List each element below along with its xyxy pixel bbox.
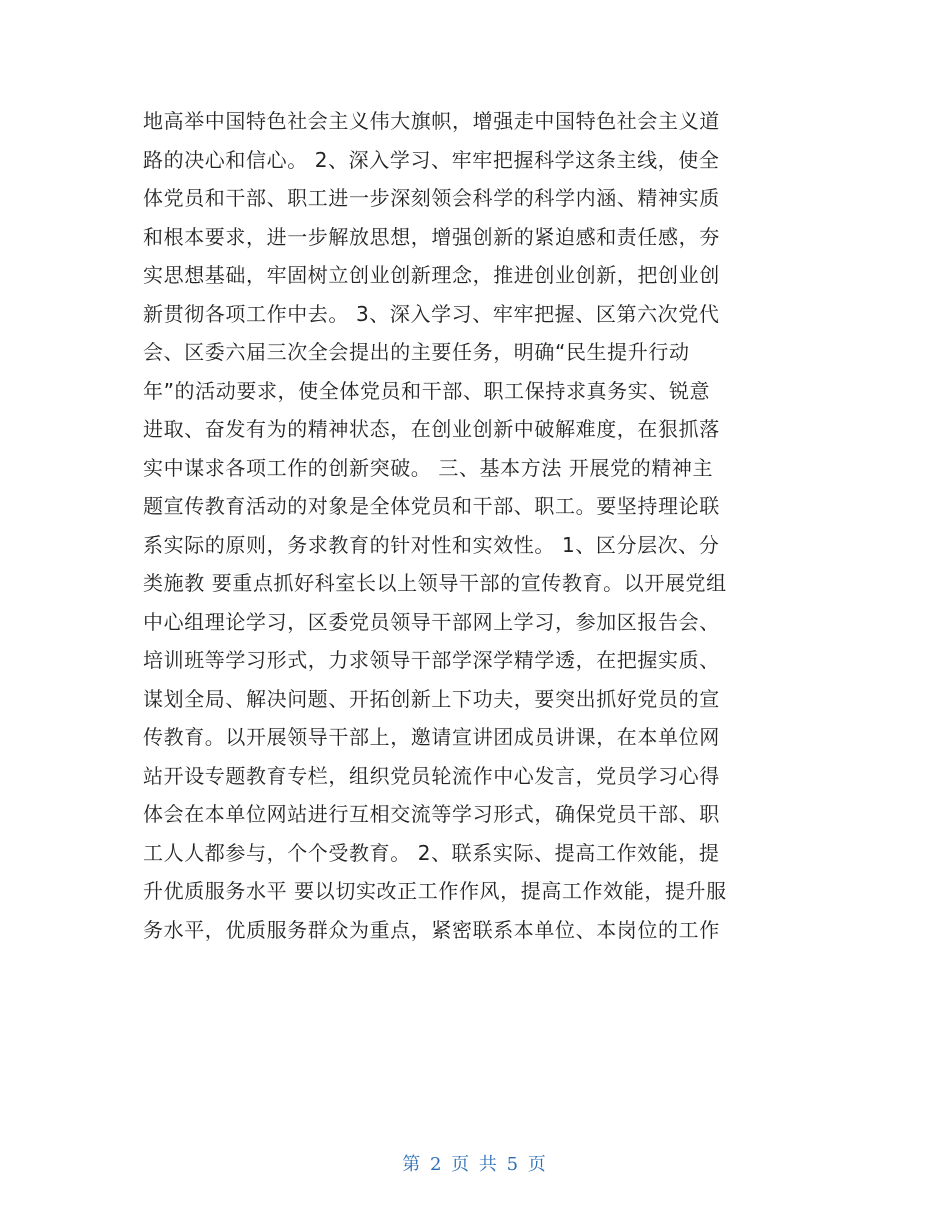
text-line: 题宣传教育活动的对象是全体党员和干部、职工。要坚持理论联 (143, 494, 720, 518)
text-line: 传教育。以开展领导干部上，邀请宣讲团成员讲课，在本单位网 (143, 725, 720, 749)
text-line: 工人人都参与，个个受教育。 2、联系实际、提高工作效能，提 (143, 840, 720, 865)
text-line: 务水平，优质服务群众为重点，紧密联系本单位、本岗位的工作 (143, 917, 720, 942)
text-line: 谋划全局、解决问题、开拓创新上下功夫，要突出抓好党员的宣 (143, 686, 720, 711)
text-line: 站开设专题教育专栏，组织党员轮流作中心发言，党员学习心得 (143, 763, 720, 788)
text-line: 新贯彻各项工作中去。 3、深入学习、牢牢把握、区第六次党代 (143, 301, 720, 326)
body-text (143, 102, 813, 949)
text-line: 会、区委六届三次全会提出的主要任务，明确“民生提升行动 (143, 340, 690, 364)
text-line: 体会在本单位网站进行互相交流等学习形式，确保党员干部、职 (143, 802, 720, 826)
text-line: 类施教 要重点抓好科室长以上领导干部的宣传教育。以开展党组 (143, 571, 727, 595)
text-line: 中心组理论学习，区委党员领导干部网上学习，参加区报告会、 (143, 609, 720, 634)
text-line: 实中谋求各项工作的创新突破。 三、基本方法 开展党的精神主 (143, 455, 714, 480)
text-line: 年”的活动要求，使全体党员和干部、职工保持求真务实、锐意 (143, 378, 711, 403)
text-line: 系实际的原则，务求教育的针对性和实效性。 1、区分层次、分 (143, 532, 720, 557)
text-line: 和根本要求，进一步解放思想，增强创新的紧迫感和责任感，夯 (143, 224, 720, 249)
text-line: 路的决心和信心。 2、深入学习、牢牢把握科学这条主线，使全 (143, 147, 720, 172)
text-line: 体党员和干部、职工进一步深刻领会科学的科学内涵、精神实质 (143, 186, 720, 210)
text-line: 地高举中国特色社会主义伟大旗帜，增强走中国特色社会主义道 (143, 109, 720, 133)
text-line: 实思想基础，牢固树立创业创新理念，推进创业创新，把创业创 (143, 263, 720, 287)
text-line: 进取、奋发有为的精神状态，在创业创新中破解难度，在狠抓落 (143, 417, 720, 441)
page-number-footer: 第 2 页 共 5 页 (402, 1154, 548, 1175)
text-line: 升优质服务水平 要以切实改正工作作风，提高工作效能，提升服 (143, 879, 727, 903)
text-line: 培训班等学习形式，力求领导干部学深学精学透，在把握实质、 (143, 648, 720, 672)
